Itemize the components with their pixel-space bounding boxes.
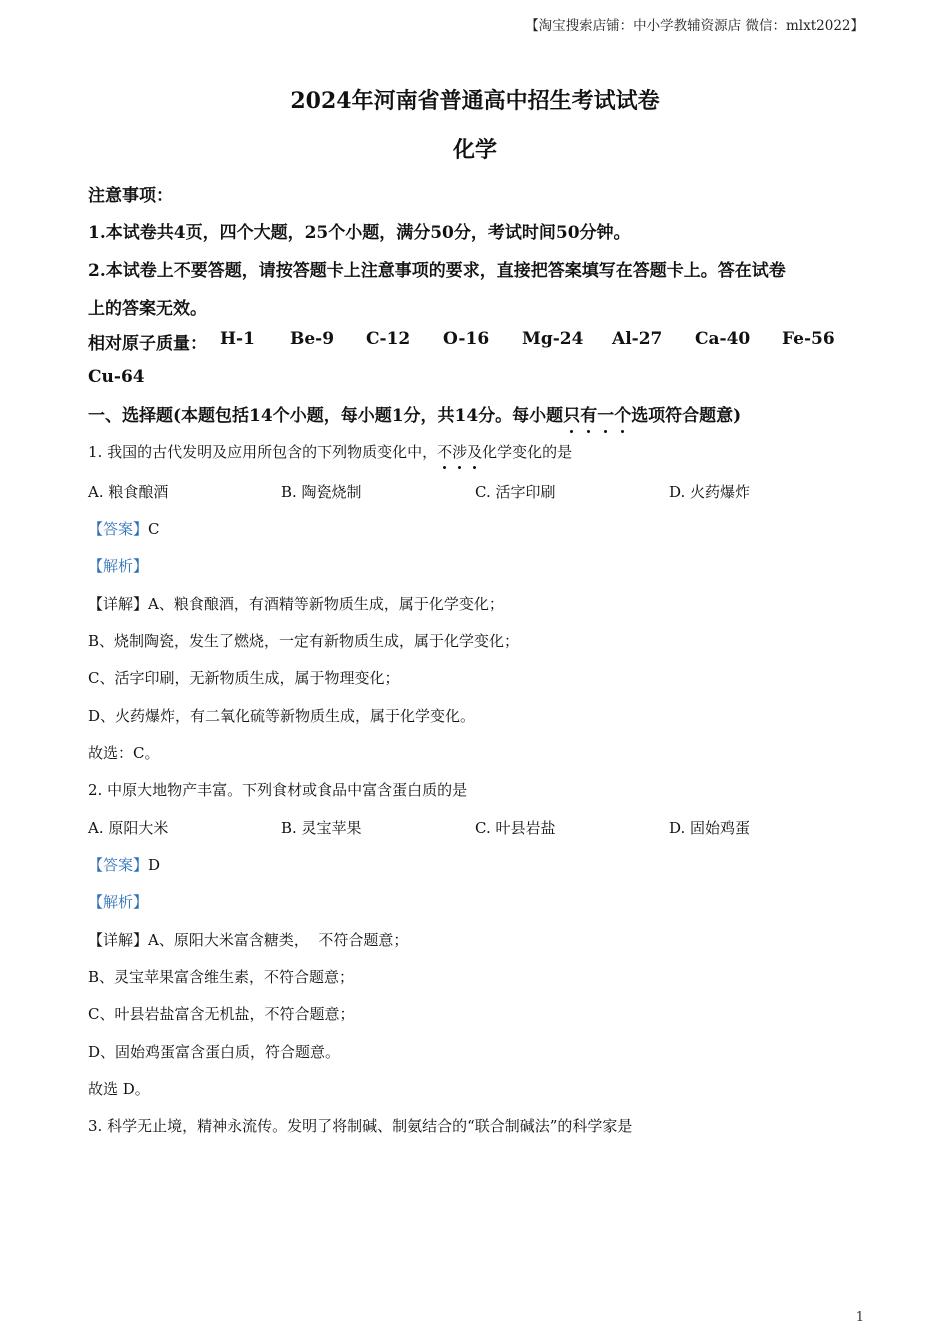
- atomic-masses: [88, 329, 888, 357]
- atomic-mass-item: Cu-64: [88, 367, 145, 387]
- question-2-detail-line: B、灵宝苹果富含维生素，不符合题意；: [88, 968, 355, 986]
- atomic-mass-item: H-1: [220, 329, 255, 349]
- question-1-answer: 【答案】C: [88, 520, 160, 538]
- atomic-mass-item: C-12: [366, 329, 411, 349]
- question-1-detail-line: D、火药爆炸，有二氧化硫等新物质生成，属于化学变化。: [88, 707, 476, 725]
- question-2-option-c: C. 叶县岩盐: [475, 819, 556, 837]
- question-1-analysis-tag: 【解析】: [88, 557, 149, 575]
- header-note: 【淘宝搜索店铺：中小学教辅资源店 微信：mlxt2022】: [525, 18, 864, 34]
- question-1-detail-line: C、活字印刷，无新物质生成，属于物理变化；: [88, 669, 400, 687]
- notice-item-1: 1.本试卷共4页，四个大题，25个小题，满分50分，考试时间50分钟。: [88, 223, 631, 243]
- question-2-option-d: D. 固始鸡蛋: [669, 819, 751, 837]
- question-2-detail-line: 【详解】A、原阳大米富含糖类， 不符合题意；: [88, 931, 409, 949]
- question-1-conclusion: 故选：C。: [88, 744, 160, 762]
- notice-heading: 注意事项：: [88, 186, 173, 206]
- atomic-masses-label: 相对原子质量：: [88, 334, 207, 354]
- question-2-analysis-tag: 【解析】: [88, 893, 149, 911]
- question-2-option-a: A. 原阳大米: [88, 819, 169, 837]
- page-number: 1: [855, 1310, 864, 1325]
- atomic-mass-item: Be-9: [290, 329, 335, 349]
- question-1-detail-line: B、烧制陶瓷，发生了燃烧，一定有新物质生成，属于化学变化；: [88, 632, 520, 650]
- atomic-mass-item: Fe-56: [782, 329, 835, 349]
- question-2-conclusion: 故选 D。: [88, 1080, 150, 1098]
- question-1-stem: 1. 我国的古代发明及应用所包含的下列物质变化中，不涉及化学变化的是: [88, 443, 573, 461]
- question-2-stem: 2. 中原大地物产丰富。下列食材或食品中富含蛋白质的是: [88, 781, 468, 799]
- section-1-heading: 一、选择题(本题包括14个小题，每小题1分，共14分。每小题只有一个选项符合题意): [88, 401, 741, 426]
- question-1-option-b: B. 陶瓷烧制: [281, 483, 362, 501]
- atomic-mass-item: Al-27: [612, 329, 663, 349]
- question-2-detail-line: D、固始鸡蛋富含蛋白质，符合题意。: [88, 1043, 341, 1061]
- exam-title: 2024年河南省普通高中招生考试试卷: [290, 88, 660, 114]
- question-1-detail-line: 【详解】A、粮食酿酒，有酒精等新物质生成，属于化学变化；: [88, 595, 504, 613]
- question-1-option-d: D. 火药爆炸: [669, 483, 751, 501]
- question-3-stem: 3. 科学无止境，精神永流传。发明了将制碱、制氨结合的“联合制碱法”的科学家是: [88, 1117, 633, 1135]
- atomic-mass-item: Mg-24: [522, 329, 584, 349]
- question-1-option-c: C. 活字印刷: [475, 483, 556, 501]
- notice-item-2-line-1: 2.本试卷上不要答题，请按答题卡上注意事项的要求，直接把答案填写在答题卡上。答在试卷: [88, 261, 786, 281]
- question-2-answer: 【答案】D: [88, 856, 161, 874]
- question-2-detail-line: C、叶县岩盐富含无机盐，不符合题意；: [88, 1005, 355, 1023]
- notice-item-2-line-2: 上的答案无效。: [88, 299, 207, 319]
- question-2-option-b: B. 灵宝苹果: [281, 819, 362, 837]
- atomic-mass-item: O-16: [443, 329, 490, 349]
- exam-subject: 化学: [452, 137, 497, 163]
- question-1-option-a: A. 粮食酿酒: [88, 483, 169, 501]
- atomic-mass-item: Ca-40: [695, 329, 751, 349]
